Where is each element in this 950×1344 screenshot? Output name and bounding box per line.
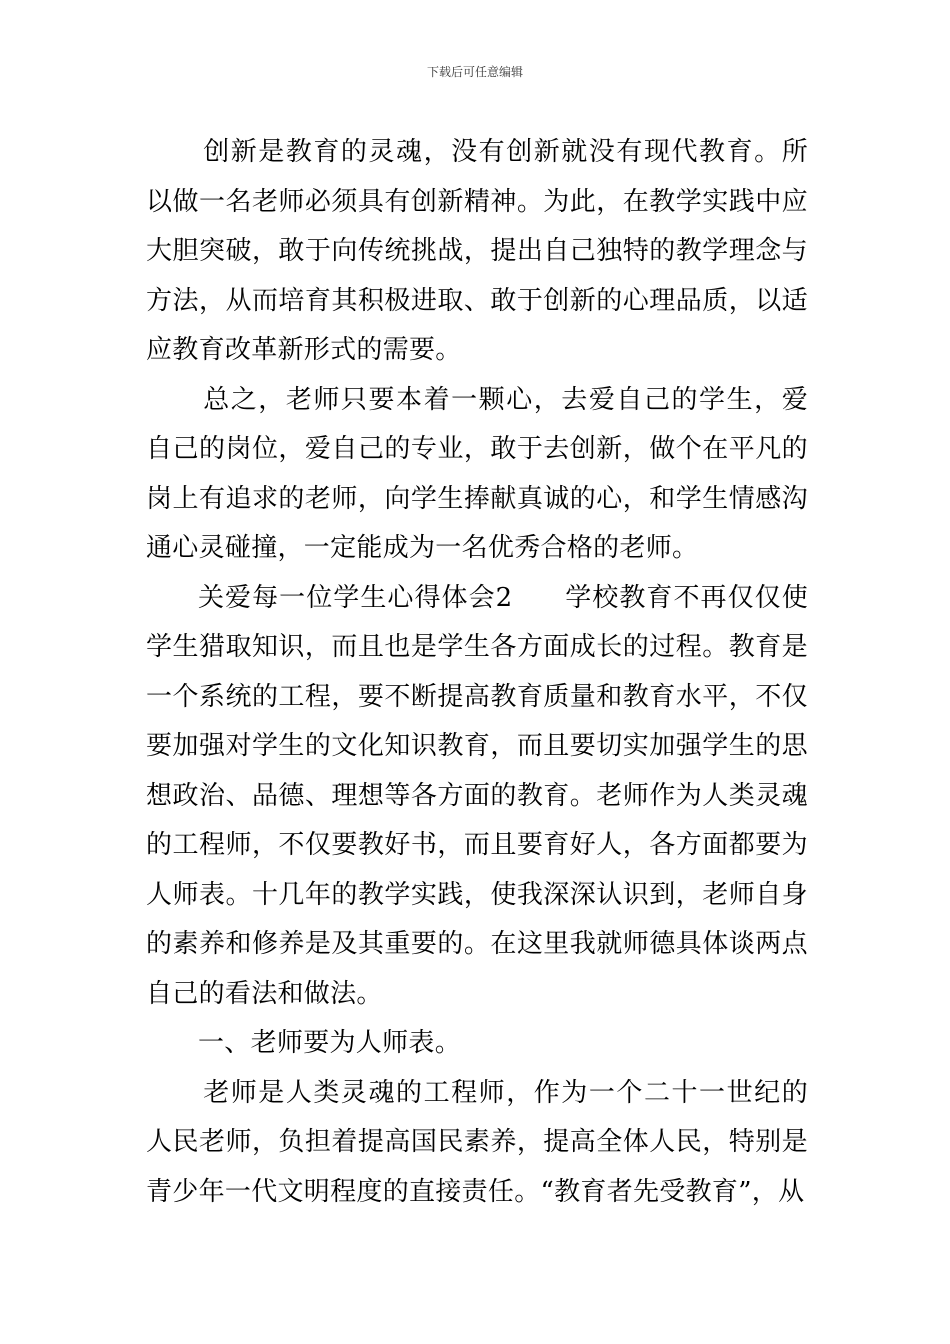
document-body xyxy=(146,128,808,1217)
paragraph-conclusion: 总之，老师只要本着一颗心，去爱自己的学生，爱自己的岗位，爱自己的专业，敢于去创新，做个在平凡的岗上有追求的老师，向学生捧献真诚的心，和学生情感沟通心灵碰撞，一定能成为一名优秀合格的老师。 xyxy=(146,384,808,563)
page-header: 下载后可任意编辑 xyxy=(426,65,523,79)
section-title: 关爱每一位学生心得体会2 xyxy=(198,582,513,613)
heading-teacher-role-model: 一、老师要为人师表。 xyxy=(198,1028,462,1058)
paragraph-section-2 xyxy=(146,574,808,1020)
paragraph-teacher-engineer: 老师是人类灵魂的工程师，作为一个二十一世纪的人民老师，负担着提高国民素养，提高全体人民，特别是青少年一代文明程度的直接责任。“教育者先受教育”，从 xyxy=(146,1077,808,1207)
section-body: 学校教育不再仅仅使学生猎取知识，而且也是学生各方面成长的过程。教育是一个系统的工程，要不断提高教育质量和教育水平，不仅要加强对学生的文化知识教育，而且要切实加强学生的思想政治、品德、理想等各方面的教育。老师作为人类灵魂的工程师，不仅要教好书，而且要育好人，各方面都要为人师表。十几年的教学实践，使我深深认识到，老师自身的素养和修养是及其重要的。在这里我就师德具体谈两点自己的看法和做法。 xyxy=(146,582,808,1009)
paragraph-innovation: 创新是教育的灵魂，没有创新就没有现代教育。所以做一名老师必须具有创新精神。为此，在教学实践中应大胆突破，敢于向传统挑战，提出自己独特的教学理念与方法，从而培育其积极进取、敢于创新的心理品质，以适应教育改革新形式的需要。 xyxy=(146,137,808,365)
